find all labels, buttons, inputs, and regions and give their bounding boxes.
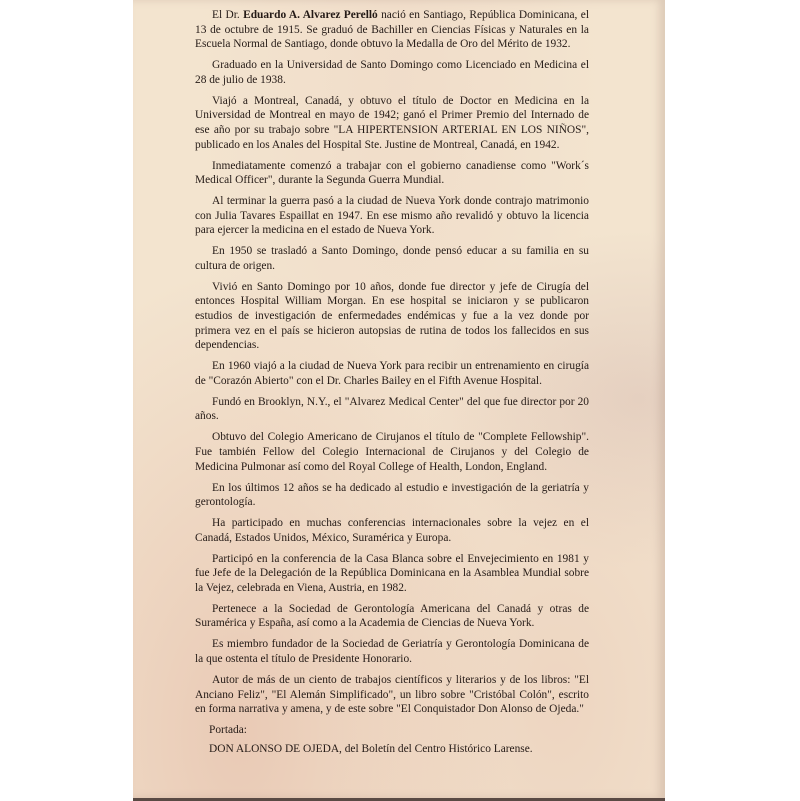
paragraph: En 1950 se trasladó a Santo Domingo, donde pensó educar a su familia en su cultura de origen.	[195, 245, 589, 272]
paragraph: Ha participado en muchas conferencias internacionales sobre la vejez en el Canadá, Estados Unidos, México, Suramérica y Europa.	[195, 517, 589, 544]
paragraph: Al terminar la guerra pasó a la ciudad de Nueva York donde contrajo matrimonio con Julia Tavares Espaillat en 1947. En ese mismo año revalidó y obtuvo la licencia para ejercer la medicina en el estado de Nueva York.	[195, 195, 589, 237]
paragraph: Pertenece a la Sociedad de Gerontología Americana del Canadá y otras de Suramérica y España, así como a la Academia de Ciencias de Nueva York.	[195, 602, 589, 630]
paragraph: Viajó a Montreal, Canadá, y obtuvo el título de Doctor en Medicina en la Universidad de Montreal en mayo de 1942; ganó el Primer Premio del Internado de ese año por su trabajo sobre "LA HIPERTENSION ARTERIAL EN LOS NIÑOS", publicado en los Anales del Hospital Ste. Justine de Montreal, Canadá, en 1942.	[195, 94, 589, 151]
paragraph: En los últimos 12 años se ha dedicado al estudio e investigación de la geriatría y gerontología.	[195, 481, 589, 509]
subject-name: Eduardo A. Alvarez Perelló	[243, 9, 378, 21]
biography-text	[195, 8, 589, 763]
paragraph: Participó en la conferencia de la Casa Blanca sobre el Envejecimiento en 1981 y fue Jefe de la Delegación de la República Dominicana en la Asamblea Mundial sobre la Vejez, celebrada en Viena, Austria, en 1982.	[195, 552, 589, 594]
paragraph: Graduado en la Universidad de Santo Domingo como Licenciado en Medicina el 28 de julio de 1938.	[195, 59, 589, 86]
paragraph: En 1960 viajó a la ciudad de Nueva York para recibir un entrenamiento en cirugía de "Corazón Abierto" con el Dr. Charles Bailey en el Fifth Avenue Hospital.	[195, 360, 589, 387]
book-back-cover-page	[133, 0, 665, 801]
paragraph: Vivió en Santo Domingo por 10 años, donde fue director y jefe de Cirugía del entonces Hospital William Morgan. En ese hospital se iniciaron y se publicaron estudios de investigación de enfermedades endémicas y fue a la vez donde por primera vez en el país se hicieron autopsias de rutina de todos los fallecidos en sus dependencias.	[195, 280, 589, 352]
paragraph: Es miembro fundador de la Sociedad de Geriatría y Gerontología Dominicana de la que ostenta el título de Presidente Honorario.	[195, 638, 589, 666]
paragraph-intro	[195, 8, 589, 52]
paragraph: Obtuvo del Colegio Americano de Cirujanos el título de "Complete Fellowship". Fue también Fellow del Colegio Internacional de Cirujanos y del Colegio de Medicina Pulmonar así como del Royal College of Health, London, England.	[195, 431, 589, 473]
cover-credit-text: DON ALONSO DE OJEDA, del Boletín del Centro Histórico Larense.	[209, 742, 533, 755]
paragraph: Fundó en Brooklyn, N.Y., el "Alvarez Medical Center" del que fue director por 20 años.	[195, 395, 589, 423]
intro-suffix: nació en Santiago, República Dominicana, el 13 de octubre de 1915. Se graduó de Bachiller en Ciencias Físicas y Naturales en la Escuela Normal de Santiago, donde obtuvo la Medalla de Oro del Mérito de 1932.	[195, 9, 589, 51]
cover-credit-label: Portada:	[209, 724, 247, 737]
paragraph: Inmediatamente comenzó a trabajar con el gobierno canadiense como "Work´s Medical Officer", durante la Segunda Guerra Mundial.	[195, 159, 589, 187]
intro-prefix: El Dr.	[212, 9, 244, 21]
paragraph: Autor de más de un ciento de trabajos científicos y literarios y de los libros: "El Anciano Feliz", "El Alemán Simplificado", un libro sobre "Cristóbal Colón", escrito en forma narrativa y amena, y de este sobre "El Conquistador Don Alonso de Ojeda."	[195, 674, 589, 716]
